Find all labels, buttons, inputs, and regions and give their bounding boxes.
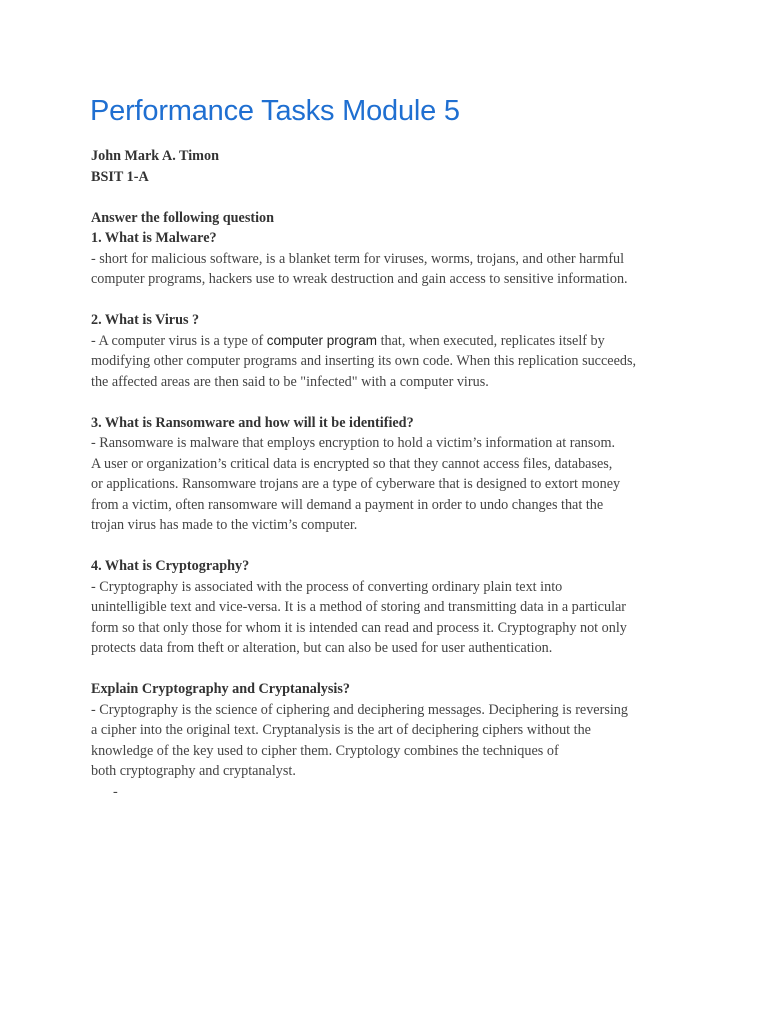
answer-5-line: both cryptography and cryptanalyst. xyxy=(91,763,296,779)
answer-2-suffix: that, when executed, replicates itself by xyxy=(377,332,605,349)
answer-3-line: from a victim, often ransomware will demand a payment in order to undo changes that the xyxy=(91,496,604,513)
answer-2-line: modifying other computer programs and inserting its own code. When this replication succeeds, xyxy=(91,353,637,369)
question-4: 4. What is Cryptography? xyxy=(91,558,250,574)
answer-1-line: - short for malicious software, is a blanket term for viruses, worms, trojans, and other harmful xyxy=(91,250,625,267)
spacer xyxy=(91,187,691,208)
author-name: John Mark A. Timon xyxy=(91,148,219,164)
answer-2-line xyxy=(91,331,691,352)
document-body xyxy=(91,146,691,802)
trailing-bullet-mark: - xyxy=(113,783,118,800)
question-2: 2. What is Virus ? xyxy=(91,312,200,328)
answer-4-line: form so that only those for whom it is intended can read and process it. Cryptography not only xyxy=(91,619,627,636)
answer-5-line: a cipher into the original text. Cryptanalysis is the art of deciphering ciphers without the xyxy=(91,722,591,738)
answer-3-line: A user or organization’s critical data is encrypted so that they cannot access files, databases, xyxy=(91,455,613,472)
instruction-heading: Answer the following question xyxy=(91,209,275,226)
spacer xyxy=(91,659,691,680)
answer-5-line: knowledge of the key used to cipher them. Cryptology combines the techniques of xyxy=(91,742,559,759)
spacer xyxy=(91,290,691,311)
answer-2-prefix: - A computer virus is a type of xyxy=(91,332,267,349)
question-3: 3. What is Ransomware and how will it be identified? xyxy=(91,414,414,431)
answer-4-line: unintelligible text and vice-versa. It is a method of storing and transmitting data in a particular xyxy=(91,599,627,615)
answer-3-line: trojan virus has made to the victim’s computer. xyxy=(91,517,358,533)
answer-5-line: - Cryptography is the science of ciphering and deciphering messages. Deciphering is reversing xyxy=(91,701,628,718)
answer-2-line: the affected areas are then said to be "infected" with a computer virus. xyxy=(91,373,489,390)
page-title: Performance Tasks Module 5 xyxy=(90,95,460,127)
computer-program-term: computer program xyxy=(266,332,378,348)
question-1: 1. What is Malware? xyxy=(91,230,217,246)
answer-3-line: - Ransomware is malware that employs encryption to hold a victim’s information at ransom. xyxy=(91,435,616,451)
answer-4-line: protects data from theft or alteration, but can also be used for user authentication. xyxy=(91,640,553,656)
answer-3-line: or applications. Ransomware trojans are a type of cyberware that is designed to extort money xyxy=(91,476,621,492)
section-label: BSIT 1-A xyxy=(91,168,149,185)
spacer xyxy=(91,392,691,413)
question-5: Explain Cryptography and Cryptanalysis? xyxy=(91,681,350,697)
answer-1-line: computer programs, hackers use to wreak destruction and gain access to sensitive information. xyxy=(91,271,628,287)
spacer xyxy=(91,536,691,557)
answer-4-line: - Cryptography is associated with the process of converting ordinary plain text into xyxy=(91,578,563,595)
